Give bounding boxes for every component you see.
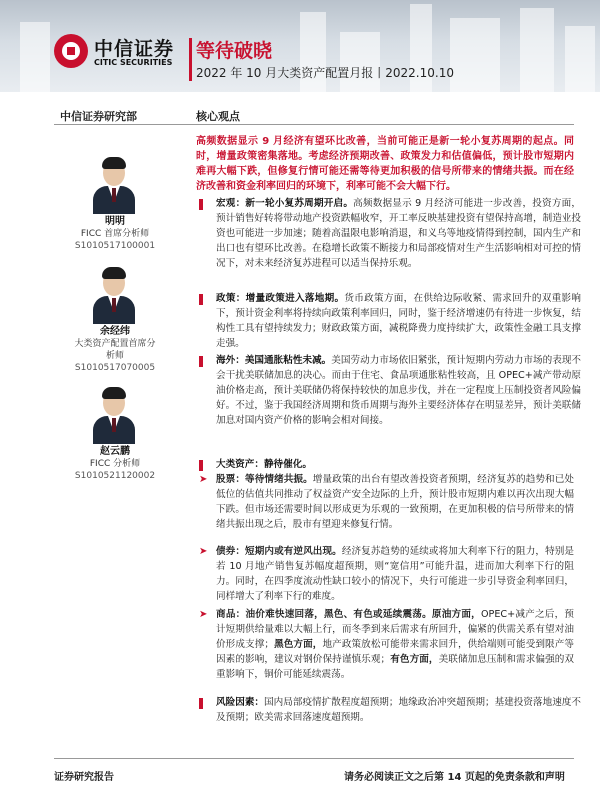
point-overseas (203, 353, 581, 428)
analyst-photo (91, 156, 137, 214)
risk-lead: 风险因素： (216, 697, 265, 708)
point-text: 货币政策方面，在供给边际收紧、需求回升的双重影响下，预计资金利率将持续向政策利率回归，同时，鉴于经济增速仍有待进一步恢复，结构性工具有望持续发力；财政政策方面，减税降费力度持续扩大，政策性金融工具支撑走强。 (216, 293, 582, 349)
analyst-name: 赵云鹏 (100, 446, 130, 457)
point-text: 美国劳动力市场依旧紧张，预计短期内劳动力市场的表现不会干扰美联储加息的决心。而由于住宅、食品项通胀粘性较高，且 OPEC+减产带动原油价格走高，预计美联储仍将保持较快的加息步伐，并在一定程度上压制投资者风险偏好。不过，鉴于我国经济周期和货币周期与海外主要经济体存在明显差异，预计美联储加息对国内资产价格的影响会相对间接。 (216, 355, 582, 426)
analyst-photo (91, 266, 137, 324)
analyst-name: 余经纬 (100, 326, 130, 337)
report-title: 等待破晓 (196, 40, 273, 62)
subpoint-lead: 债券：短期内或有逆风出现。 (216, 546, 342, 557)
subpoint-commodities (216, 607, 574, 682)
subpoint-text: OPEC+减产之后，预计短期供给量难以大幅上行，而冬季到来后需求有所回升，偏紧的供需关系有望对油价形成支撑； (216, 609, 575, 650)
building-silhouette (450, 18, 500, 92)
arrow-bullet-icon: ➤ (199, 474, 208, 485)
point-lead: 海外：美国通胀粘性未减。 (216, 355, 332, 366)
company-logo (54, 34, 182, 74)
subpoint-stocks (216, 472, 574, 532)
analyst-card (60, 326, 170, 374)
risk-text: 国内局部疫情扩散程度超预期；地缘政治冲突超预期；基建投资落地速度不及预期；欧美需求回落速度超预期。 (216, 697, 582, 723)
analyst-card (60, 446, 170, 482)
core-summary: 高频数据显示 9 月经济有望环比改善，当前可能正是新一轮小复苏周期的起点。同时，增量政策密集落地。考虑经济预期改善、政策发力和估值偏低，预计股市短期内难再大幅下跌，但修复行情可能还需等待更加积极的信号所带来的情绪共振。而在经济改善和资金利率回归的环境下，利率可能不会大幅下行。 (196, 136, 574, 192)
subpoint-text: 增量政策的出台有望改善投资者预期，经济复苏的趋势和已处低位的估值共同推动了权益资产安全边际的上升，预计股市短期内难以再次出现大幅下跌。但市场还需要时间以形成更为乐观的一致预期，在更加积极的信号所带来的情绪共振出现之后，股市有望迎来修复行情。 (216, 474, 575, 530)
title-divider (189, 38, 192, 81)
point-lead: 政策：增量政策进入落地期。 (216, 293, 345, 304)
point-assets (203, 457, 581, 472)
analyst-name: 明明 (105, 216, 125, 227)
building-silhouette (340, 32, 380, 92)
subpoint-lead: 股票：等待情绪共振。 (216, 474, 313, 485)
point-lead: 大类资产：静待催化。 (216, 459, 312, 470)
subpoint-lead-oil: 原油方面， (431, 609, 481, 620)
subpoint-text: 地产政策放松可能带来需求回升，供给端则可能受到限产等因素的影响，建议对钢价保持谨慎乐观； (216, 639, 575, 665)
point-text: 高频数据显示 9 月经济可能进一步改善，投资方面，预计销售好转将带动地产投资跌幅收窄，开工率反映基建投资有望保持高增，制造业投资也可能进一步加速；随着高温限电影响消退，和义乌等地疫情得到控制，国内生产和出口也有望环比改善。在稳增长政策不断接力和局部疫情对生产生活影响相对可控的情况下，对未来经济复苏进程可以适当保持乐观。 (216, 198, 582, 269)
analyst-license: S1010517070005 (74, 363, 156, 373)
point-policy (203, 291, 581, 351)
logo-name-cn: 中信证券 (94, 38, 175, 60)
footer-label: 证券研究报告 (54, 772, 114, 783)
analyst-title: FICC 分析师 (89, 459, 141, 469)
building-silhouette (565, 26, 595, 92)
arrow-bullet-icon: ➤ (199, 609, 208, 620)
footer-divider (54, 758, 574, 759)
logo-name-en: CITIC SECURITIES (94, 58, 173, 67)
citic-logo-icon (54, 34, 88, 68)
subpoint-lead-nonferrous: 有色方面， (390, 654, 439, 665)
subpoint-text: 经济复苏趋势的延续或将加大利率下行的阻力，特别是若 10 月地产销售复苏幅度超预期，则“宽信用”可能升温，进而加大利率下行的阻力。同时，在四季度流动性缺口较小的情况下，央行可能进一步引导资金利率回归，同样增大了利率下行的难度。 (216, 546, 575, 602)
subpoint-lead: 商品：油价难快速回落，黑色、有色或延续震荡。 (216, 609, 432, 620)
point-lead: 宏观：新一轮小复苏周期开启。 (216, 198, 354, 209)
building-silhouette (20, 22, 50, 92)
subpoint-lead-ferrous: 黑色方面， (273, 639, 323, 650)
risk-factors (203, 695, 581, 725)
building-silhouette (520, 8, 554, 92)
subpoint-text: 美联储加息压制和需求偏强的双重影响下，铜价可能延续震荡。 (216, 654, 575, 680)
analyst-card (60, 216, 170, 252)
point-macro (203, 196, 581, 271)
arrow-bullet-icon: ➤ (199, 546, 208, 557)
research-dept-heading: 中信证券研究部 (60, 110, 137, 123)
analyst-license: S1010517100001 (74, 241, 156, 251)
footer-disclaimer: 请务必阅读正文之后第 14 页起的免责条款和声明 (344, 772, 565, 783)
subpoint-bonds (216, 544, 574, 604)
report-subtitle: 2022 年 10 月大类资产配置月报丨2022.10.10 (196, 66, 454, 80)
analyst-license: S1010521120002 (74, 471, 156, 481)
core-views-heading: 核心观点 (196, 110, 240, 123)
section-divider (54, 124, 574, 125)
analyst-photo (91, 386, 137, 444)
analyst-title: FICC 首席分析师 (80, 229, 150, 239)
header-banner (0, 0, 600, 92)
analyst-title: 大类资产配置首席分析师 (74, 339, 156, 361)
